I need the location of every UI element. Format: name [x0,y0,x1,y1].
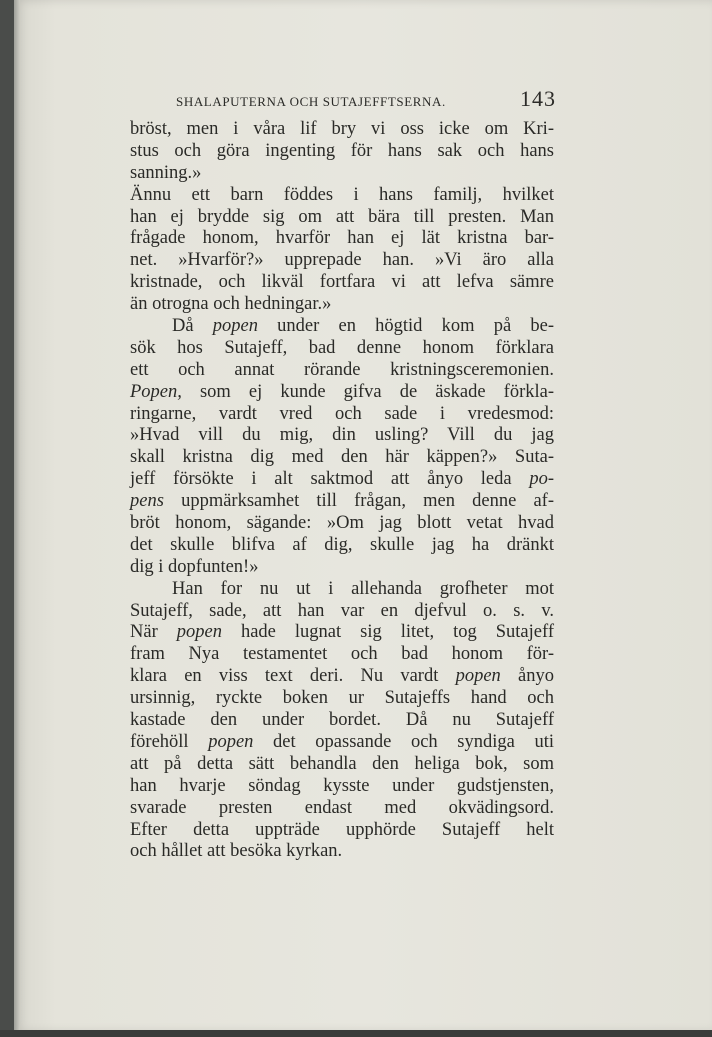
text-line [130,163,554,185]
text-line [130,579,554,601]
text-segment: fram Nya testamentet och bad honom för- [130,644,554,665]
text-line [130,622,554,644]
text-line [130,185,554,207]
italic-word: po- [529,469,554,490]
text-segment: Ännu ett barn föddes i hans familj, hvilket [130,184,554,205]
text-line [130,250,554,272]
text-line [130,798,554,820]
text-line [130,338,554,360]
text-line [130,447,554,469]
text-segment: jeff försökte i alt saktmod att ånyo leda [130,469,530,490]
text-segment: stus och göra ingenting för hans sak och hans [130,140,554,161]
page-gutter [14,0,20,1032]
text-line [130,710,554,732]
text-line [130,272,554,294]
italic-word: popen [455,666,501,687]
text-line [130,535,554,557]
text-segment: ånyo [500,666,554,687]
text-segment: under en högtid kom på be- [257,316,554,337]
text-segment: hade lugnat sig litet, tog Sutajeff [221,622,554,643]
text-line [130,754,554,776]
text-segment: förehöll [130,731,209,752]
text-line [130,119,554,141]
text-line [130,732,554,754]
text-line [130,228,554,250]
italic-word: pens [130,491,164,512]
text-line [130,425,554,447]
running-head: SHALAPUTERNA OCH SUTAJEFFTSERNA. [176,94,446,109]
text-line [130,776,554,798]
text-segment: och hållet att besöka kyrkan. [130,841,343,862]
text-line [130,820,554,842]
text-line [130,404,554,426]
text-segment: klara en viss text deri. Nu vardt [130,666,456,687]
italic-word: popen [212,316,258,337]
italic-word: popen [176,622,222,643]
text-segment: Han for nu ut i allehanda grofheter mot [172,578,554,599]
page-header [176,86,556,112]
text-segment: det opassande och syndiga uti [253,731,554,752]
text-segment: net. »Hvarför?» upprepade han. »Vi äro alla [130,250,554,271]
text-line [130,294,554,316]
text-segment: ringarne, vardt vred och sade i vredesmod: [130,403,554,424]
text-segment: kristnade, och likväl fortfara vi att lefva sämre [130,272,554,293]
text-segment: dig i dopfunten!» [130,556,259,577]
text-line [130,666,554,688]
text-segment: Efter detta uppträde upphörde Sutajeff helt [130,819,554,840]
text-segment: bröt honom, sägande: »Om jag blott vetat hvad [130,513,554,534]
text-line [130,316,554,338]
text-line [130,513,554,535]
text-line [130,382,554,404]
text-line [130,360,554,382]
text-line [130,491,554,513]
text-line [130,207,554,229]
text-segment: skall kristna dig med den här käppen?» Suta- [130,447,554,468]
text-segment: »Hvad vill du mig, din usling? Vill du jag [130,425,554,446]
text-segment: sök hos Sutajeff, bad denne honom förklara [130,337,554,358]
text-segment: ett och annat rörande kristningsceremonien. [130,359,554,380]
text-line [130,841,554,863]
body-text [130,119,554,863]
text-segment: Då [172,316,213,337]
text-segment: kastade den under bordet. Då nu Sutajeff [130,710,554,731]
text-segment: svarade presten endast med okvädingsord. [130,797,554,818]
text-segment: ursinnig, ryckte boken ur Sutajeffs hand och [130,688,554,709]
text-segment: än otrogna och hedningar.» [130,294,332,315]
text-segment: uppmärksamhet till frågan, men denne af- [163,491,554,512]
text-line [130,557,554,579]
italic-word: Popen, [130,381,182,402]
text-line [130,644,554,666]
page-number: 143 [520,86,556,111]
text-line [130,601,554,623]
text-line [130,141,554,163]
text-segment: frågade honom, hvarför han ej lät kristna bar- [130,228,554,249]
text-segment: han ej brydde sig om att bära till presten. Man [130,206,554,227]
text-segment: som ej kunde gifva de äskade förkla- [181,381,554,402]
text-segment: han hvarje söndag kysste under gudstjensten, [130,775,554,796]
text-line [130,469,554,491]
text-segment: När [130,622,177,643]
page-bottom-edge [0,1030,712,1037]
text-segment: att på detta sätt behandla den heliga bok, som [130,753,554,774]
text-segment: det skulle blifva af dig, skulle jag ha dränkt [130,534,554,555]
italic-word: popen [208,731,254,752]
text-segment: Sutajeff, sade, att han var en djefvul o. s. v. [130,600,554,621]
text-segment: sanning.» [130,162,202,183]
text-line [130,688,554,710]
text-segment: bröst, men i våra lif bry vi oss icke om Kri- [130,119,554,139]
